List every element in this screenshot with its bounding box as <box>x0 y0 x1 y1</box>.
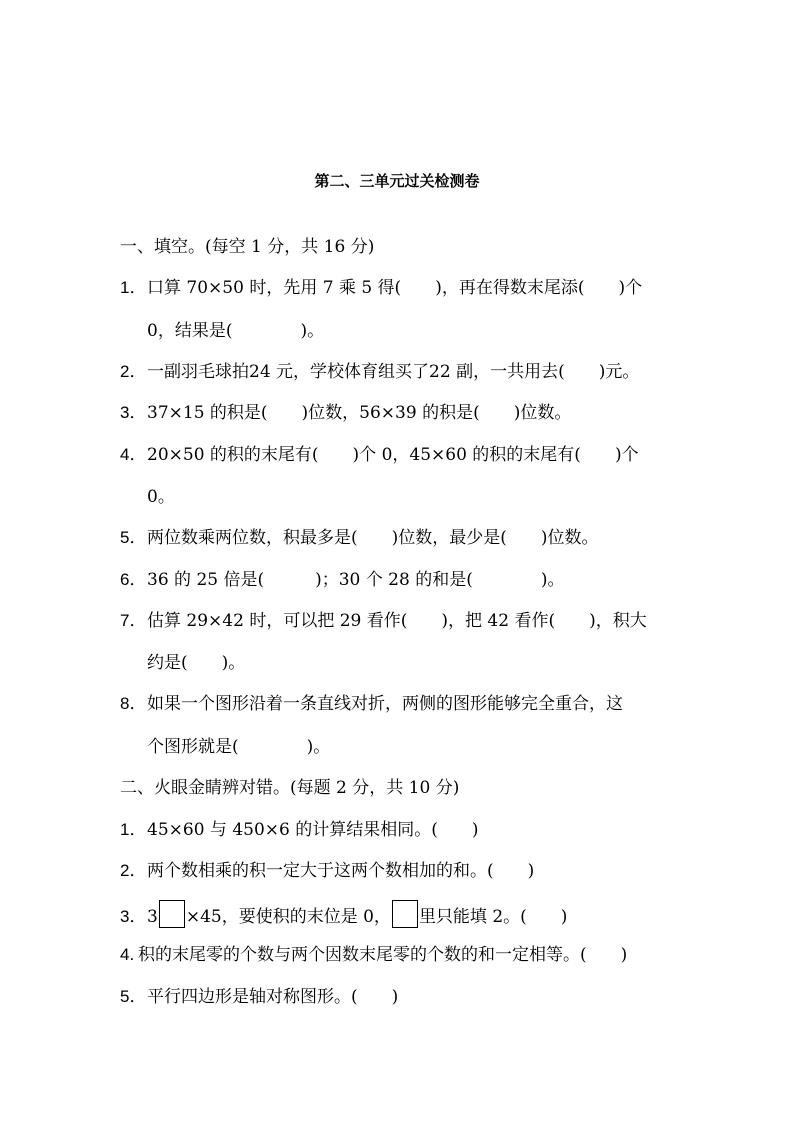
q2-5 <box>120 982 398 1007</box>
answer-box[interactable] <box>159 900 185 928</box>
answer-box[interactable] <box>392 900 418 928</box>
q2-2 <box>120 856 534 881</box>
q1-6 <box>120 565 564 590</box>
q1-2 <box>120 357 639 382</box>
question-text: 36 的 25 倍是( )；30 个 28 的和是( )。 <box>147 570 565 590</box>
question-text: 一副羽毛球拍24 元，学校体育组买了22 副，一共用去( )元。 <box>147 362 640 382</box>
question-text: 估算 29×42 时，可以把 29 看作( )，把 42 看作( )，积大 <box>147 611 647 631</box>
question-text: 平行四边形是轴对称图形。( ) <box>147 987 399 1007</box>
question-number: 3． <box>120 907 147 926</box>
question-text: 45×60 与 450×6 的计算结果相同。( ) <box>147 820 479 840</box>
question-number: 1． <box>120 278 147 297</box>
question-number: 1． <box>120 820 147 839</box>
q1-1 <box>120 273 642 298</box>
q1-8-cont: 个图形就是( )。 <box>147 737 331 757</box>
section-1-heading: 一、填空。(每空 1 分，共 16 分) <box>120 237 375 257</box>
question-text: 如果一个图形沿着一条直线对折，两侧的图形能够完全重合，这 <box>147 694 623 714</box>
q1-1-cont: 0，结果是( )。 <box>147 321 325 341</box>
question-number: 2． <box>120 362 147 381</box>
question-text-b: ×45，要使积的末位是 0， <box>185 907 391 927</box>
question-number: 2． <box>120 861 147 880</box>
question-number: 5． <box>120 528 147 547</box>
q1-4-cont: 0。 <box>147 487 175 507</box>
q1-7 <box>120 606 647 631</box>
q1-4 <box>120 440 639 465</box>
question-text-a: 3 <box>147 907 158 927</box>
question-number: 5． <box>120 987 147 1006</box>
page-title: 第二、三单元过关检测卷 <box>314 172 480 190</box>
question-number: 4． <box>120 445 147 464</box>
question-text: 积的末尾零的个数与两个因数末尾零的个数的和一定相等。( ) <box>138 945 628 965</box>
q2-3 <box>120 900 567 928</box>
q1-5 <box>120 523 599 548</box>
question-number: 3． <box>120 403 147 422</box>
question-number: 8． <box>120 694 147 713</box>
question-text: 20×50 的积的末尾有( )个 0，45×60 的积的末尾有( )个 <box>147 445 639 465</box>
q1-7-cont: 约是( )。 <box>147 653 246 673</box>
question-text-c: 里只能填 2。( ) <box>418 907 568 927</box>
q2-1 <box>120 815 479 840</box>
question-text: 两位数乘两位数，积最多是( )位数，最少是( )位数。 <box>147 528 599 548</box>
question-number: 6． <box>120 570 147 589</box>
question-text: 两个数相乘的积一定大于这两个数相加的和。( ) <box>147 861 535 881</box>
question-number: 4. <box>120 945 135 964</box>
q2-4 <box>120 940 627 965</box>
q1-8 <box>120 689 623 714</box>
question-text: 37×15 的积是( )位数，56×39 的积是( )位数。 <box>147 403 572 423</box>
q1-3 <box>120 398 571 423</box>
section-2-heading: 二、火眼金睛辨对错。(每题 2 分，共 10 分) <box>120 778 460 798</box>
question-number: 7． <box>120 611 147 630</box>
question-text: 口算 70×50 时，先用 7 乘 5 得( )，再在得数末尾添( )个 <box>147 278 643 298</box>
